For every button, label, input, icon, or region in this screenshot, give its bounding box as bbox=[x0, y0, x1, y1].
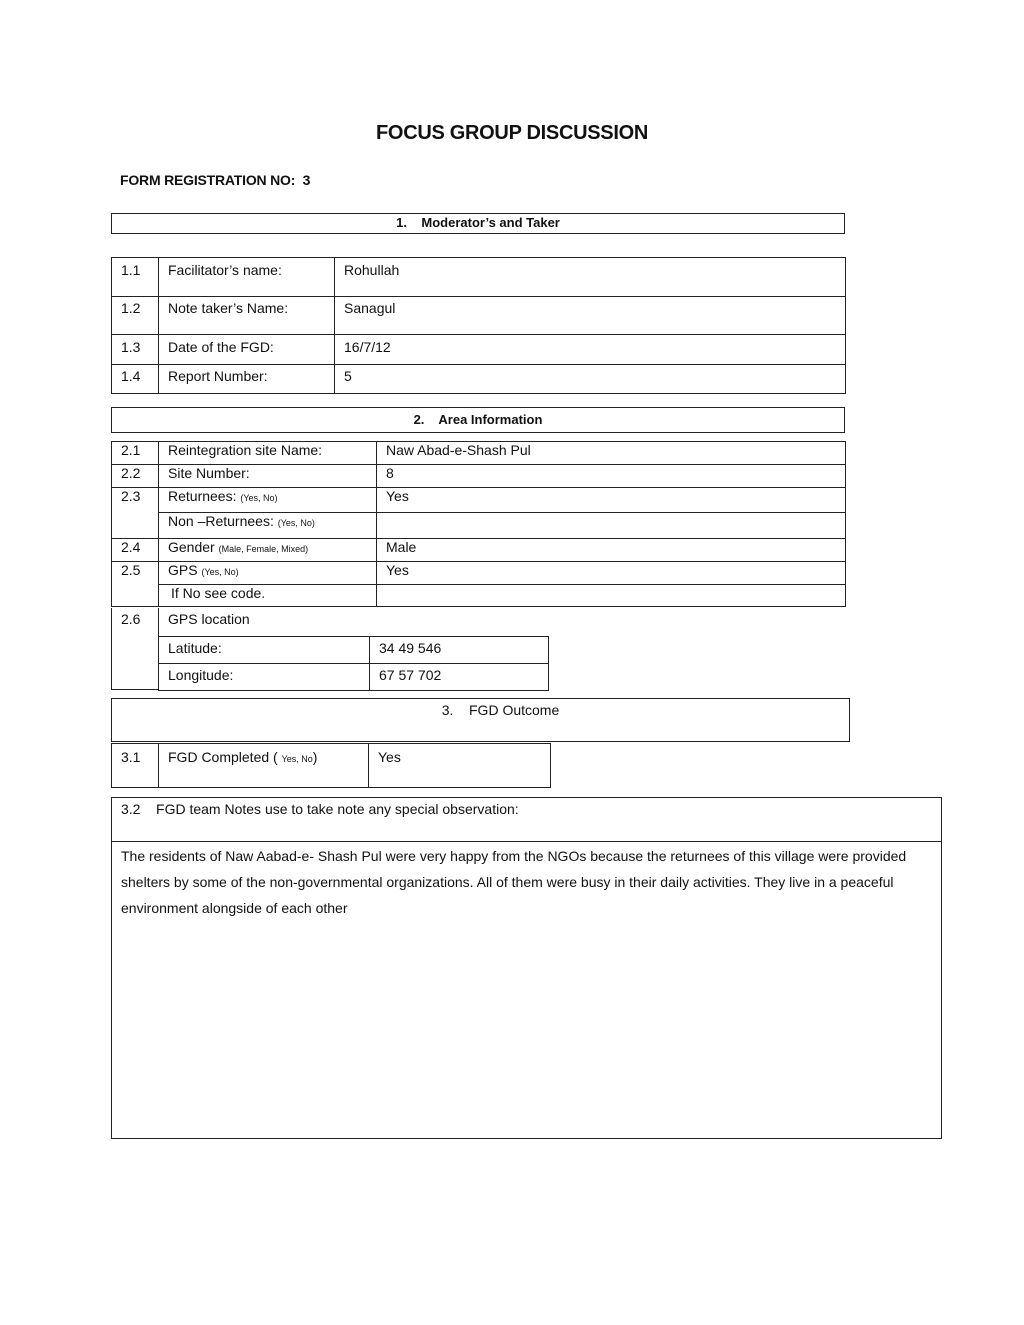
returnees-value: Yes bbox=[377, 488, 846, 513]
gender-options: (Male, Female, Mixed) bbox=[218, 544, 309, 554]
note-taker-name-value: Sanagul bbox=[335, 297, 846, 335]
row-number: 3.1 bbox=[112, 744, 159, 788]
table-row bbox=[112, 488, 846, 513]
row-number: 1.1 bbox=[112, 258, 159, 297]
fgd-completed-paren: ) bbox=[312, 749, 318, 765]
notes-number: 3.2 bbox=[121, 801, 141, 817]
row-label: Reintegration site Name: bbox=[159, 442, 377, 465]
row-number: 2.5 bbox=[112, 562, 159, 607]
section-1-header bbox=[111, 213, 845, 234]
gps-location-label: GPS location bbox=[168, 611, 250, 627]
returnees-options: (Yes, No) bbox=[240, 493, 278, 503]
table-row bbox=[112, 442, 846, 465]
fgd-completed-options: Yes, No bbox=[281, 754, 313, 764]
registration-number: 3 bbox=[302, 172, 311, 188]
section-1-number: 1. bbox=[396, 215, 407, 230]
notes-text: The residents of Naw Aabad-e- Shash Pul were very happy from the NGOs because the returnees of this village were provided shelters by some of the non-governmental organizations. All of them were busy in their daily activities. They live in a peaceful environment alongside of each other bbox=[121, 848, 907, 916]
row-number: 2.1 bbox=[112, 442, 159, 465]
row-number: 1.4 bbox=[112, 365, 159, 394]
table-row bbox=[112, 365, 846, 394]
table-row bbox=[112, 539, 846, 562]
row-label: If No see code. bbox=[159, 585, 377, 607]
site-name-value: Naw Abad-e-Shash Pul bbox=[377, 442, 846, 465]
gps-code-value bbox=[377, 585, 846, 607]
table-row bbox=[112, 744, 551, 788]
latitude-value: 34 49 546 bbox=[370, 637, 549, 664]
notes-header bbox=[112, 798, 941, 842]
gender-value: Male bbox=[377, 539, 846, 562]
non-returnees-value bbox=[377, 513, 846, 539]
section-3-header bbox=[111, 698, 850, 742]
longitude-value: 67 57 702 bbox=[370, 664, 549, 691]
fgd-completed-label: FGD Completed ( bbox=[168, 749, 278, 765]
fgd-completed-table bbox=[111, 743, 551, 788]
row-label: Date of the FGD: bbox=[159, 335, 335, 365]
row-label: Note taker’s Name: bbox=[159, 297, 335, 335]
registration-label: FORM REGISTRATION NO: bbox=[120, 172, 296, 188]
table-row bbox=[159, 664, 549, 691]
row-number: 2.3 bbox=[112, 488, 159, 539]
table-row bbox=[112, 335, 846, 365]
section-3-heading: FGD Outcome bbox=[469, 702, 560, 718]
table-row bbox=[112, 562, 846, 585]
row-number: 1.2 bbox=[112, 297, 159, 335]
table-row bbox=[159, 637, 549, 664]
gps-coordinates-table bbox=[158, 636, 549, 691]
section-1-heading: Moderator’s and Taker bbox=[421, 215, 560, 230]
report-number-value: 5 bbox=[335, 365, 846, 394]
row-label bbox=[159, 539, 377, 562]
non-returnees-label: Non –Returnees: bbox=[168, 513, 274, 529]
table-row bbox=[112, 465, 846, 488]
fgd-date-value: 16/7/12 bbox=[335, 335, 846, 365]
longitude-label: Longitude: bbox=[159, 664, 370, 691]
section-3-number: 3. bbox=[441, 702, 454, 718]
row-label bbox=[159, 488, 377, 513]
row-label: Facilitator’s name: bbox=[159, 258, 335, 297]
table-row bbox=[112, 297, 846, 335]
gps-label: GPS bbox=[168, 562, 198, 578]
row-label: Site Number: bbox=[159, 465, 377, 488]
row-number: 1.3 bbox=[112, 335, 159, 365]
moderator-table bbox=[111, 257, 846, 394]
site-number-value: 8 bbox=[377, 465, 846, 488]
table-row bbox=[112, 585, 846, 607]
gps-location-number: 2.6 bbox=[111, 608, 159, 690]
non-returnees-options: (Yes, No) bbox=[277, 518, 315, 528]
row-number: 2.4 bbox=[112, 539, 159, 562]
gps-options: (Yes, No) bbox=[201, 567, 239, 577]
area-information-table bbox=[111, 441, 846, 607]
row-number: 2.2 bbox=[112, 465, 159, 488]
section-2-number: 2. bbox=[413, 412, 425, 427]
latitude-label: Latitude: bbox=[159, 637, 370, 664]
form-registration bbox=[120, 172, 310, 188]
row-label bbox=[159, 562, 377, 585]
notes-label: FGD team Notes use to take note any special observation: bbox=[156, 801, 519, 817]
table-row bbox=[112, 258, 846, 297]
row-label bbox=[159, 513, 377, 539]
returnees-label: Returnees: bbox=[168, 488, 237, 504]
section-2-heading: Area Information bbox=[438, 412, 543, 427]
gps-value: Yes bbox=[377, 562, 846, 585]
page-title: FOCUS GROUP DISCUSSION bbox=[376, 122, 648, 144]
notes-box bbox=[111, 797, 942, 1139]
facilitator-name-value: Rohullah bbox=[335, 258, 846, 297]
fgd-completed-value: Yes bbox=[369, 744, 551, 788]
row-label: Report Number: bbox=[159, 365, 335, 394]
gender-label: Gender bbox=[168, 539, 215, 555]
row-label bbox=[159, 744, 369, 788]
table-row bbox=[112, 513, 846, 539]
section-2-header bbox=[111, 407, 845, 433]
